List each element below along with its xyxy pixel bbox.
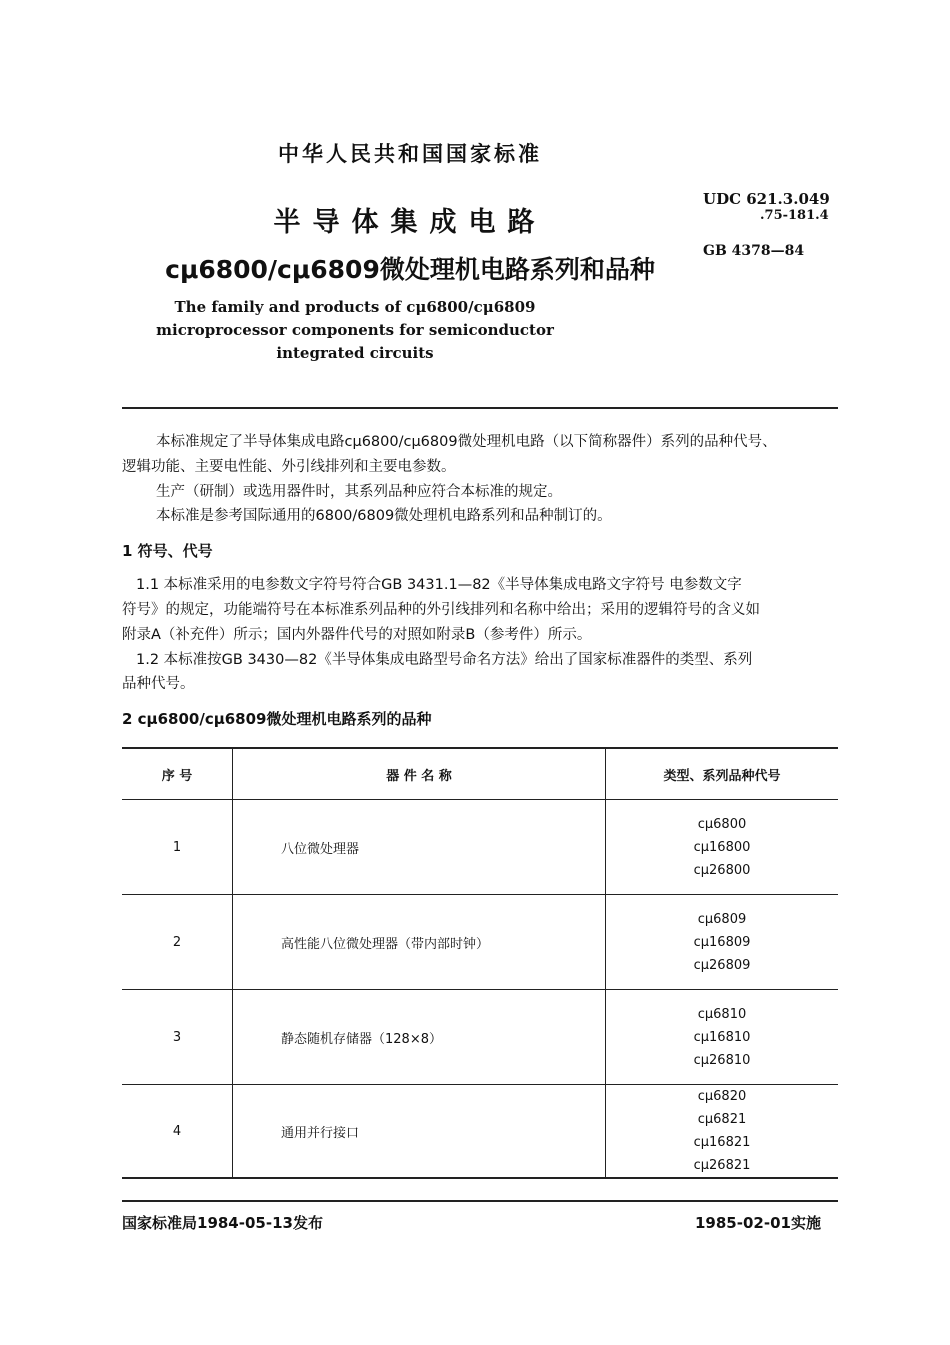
english-title-line2: microprocessor components for semiconductor [156, 321, 554, 339]
effective-date: 1985-02-01实施 [695, 1214, 821, 1232]
type-codes [606, 895, 839, 990]
type-code: cμ6821 [697, 1112, 747, 1127]
gb-number: GB 4378—84 [703, 243, 805, 259]
type-code: cμ26800 [693, 862, 751, 878]
type-code: cμ6820 [697, 1089, 747, 1104]
device-name: 八位微处理器 [233, 800, 606, 895]
table-row [122, 800, 838, 895]
type-code: cμ6810 [697, 1006, 747, 1022]
udc-code: UDC 621.3.049 [703, 190, 830, 208]
english-title-line3: integrated circuits [276, 344, 434, 362]
intro-paragraph-1: 本标准规定了半导体集成电路cμ6800/cμ6809微处理机电路（以下简称器件）系列的品种代号、 [156, 434, 777, 450]
issue-date: 国家标准局1984-05-13发布 [122, 1214, 323, 1232]
row-number: 3 [122, 990, 233, 1085]
type-code: cμ16800 [693, 839, 751, 855]
column-header-number: 序 号 [122, 748, 233, 800]
clause-1-2-cont: 品种代号。 [122, 676, 195, 692]
intro-paragraph-3: 本标准是参考国际通用的6800/6809微处理机电路系列和品种制订的。 [156, 508, 612, 524]
table-header-row [122, 748, 838, 800]
row-number: 2 [122, 895, 233, 990]
header-divider [122, 407, 838, 409]
type-code: cμ26810 [693, 1052, 751, 1068]
intro-paragraph-2: 生产（研制）或选用器件时，其系列品种应符合本标准的规定。 [156, 484, 562, 500]
document-subtitle: cμ6800/cμ6809微处理机电路系列和品种 [165, 255, 655, 284]
products-table [122, 747, 838, 1179]
row-number: 4 [122, 1085, 233, 1179]
section-1-heading: 1 符号、代号 [122, 542, 213, 560]
footer-divider [122, 1200, 838, 1202]
english-title-line1: The family and products of cμ6800/cμ6809 [174, 298, 536, 316]
type-codes [606, 990, 839, 1085]
clause-1-1: 1.1 本标准采用的电参数文字符号符合GB 3431.1—82《半导体集成电路文字符号 电参数文字 [136, 577, 742, 593]
device-name: 通用并行接口 [233, 1085, 606, 1179]
table-row [122, 1085, 838, 1179]
section-2-heading: 2 cμ6800/cμ6809微处理机电路系列的品种 [122, 710, 432, 728]
type-code: cμ26821 [693, 1158, 751, 1173]
type-code: cμ6800 [697, 816, 747, 832]
column-header-type-codes: 类型、系列品种代号 [606, 748, 839, 800]
type-code: cμ26809 [693, 957, 751, 973]
device-name: 高性能八位微处理器（带内部时钟） [233, 895, 606, 990]
column-header-device-name: 器 件 名 称 [233, 748, 606, 800]
clause-1-1-cont1: 符号》的规定，功能端符号在本标准系列品种的外引线排列和名称中给出；采用的逻辑符号的含义如 [122, 602, 760, 618]
type-code: cμ16809 [693, 934, 751, 950]
device-name: 静态随机存储器（128×8） [233, 990, 606, 1085]
table-row [122, 990, 838, 1085]
document-title: 半导体集成电路 [273, 207, 547, 238]
type-code: cμ6809 [697, 911, 747, 927]
row-number: 1 [122, 800, 233, 895]
type-codes [606, 800, 839, 895]
udc-code-continued: .75-181.4 [760, 208, 829, 223]
type-code: cμ16821 [693, 1135, 751, 1150]
type-code: cμ16810 [693, 1029, 751, 1045]
type-codes [606, 1085, 839, 1179]
table-row [122, 895, 838, 990]
issuing-authority: 中华人民共和国国家标准 [278, 142, 542, 166]
clause-1-2: 1.2 本标准按GB 3430—82《半导体集成电路型号命名方法》给出了国家标准器件的类型、系列 [136, 652, 753, 668]
intro-paragraph-1-cont: 逻辑功能、主要电性能、外引线排列和主要电参数。 [122, 459, 456, 475]
clause-1-1-cont2: 附录A（补充件）所示；国内外器件代号的对照如附录B（参考件）所示。 [122, 627, 592, 643]
